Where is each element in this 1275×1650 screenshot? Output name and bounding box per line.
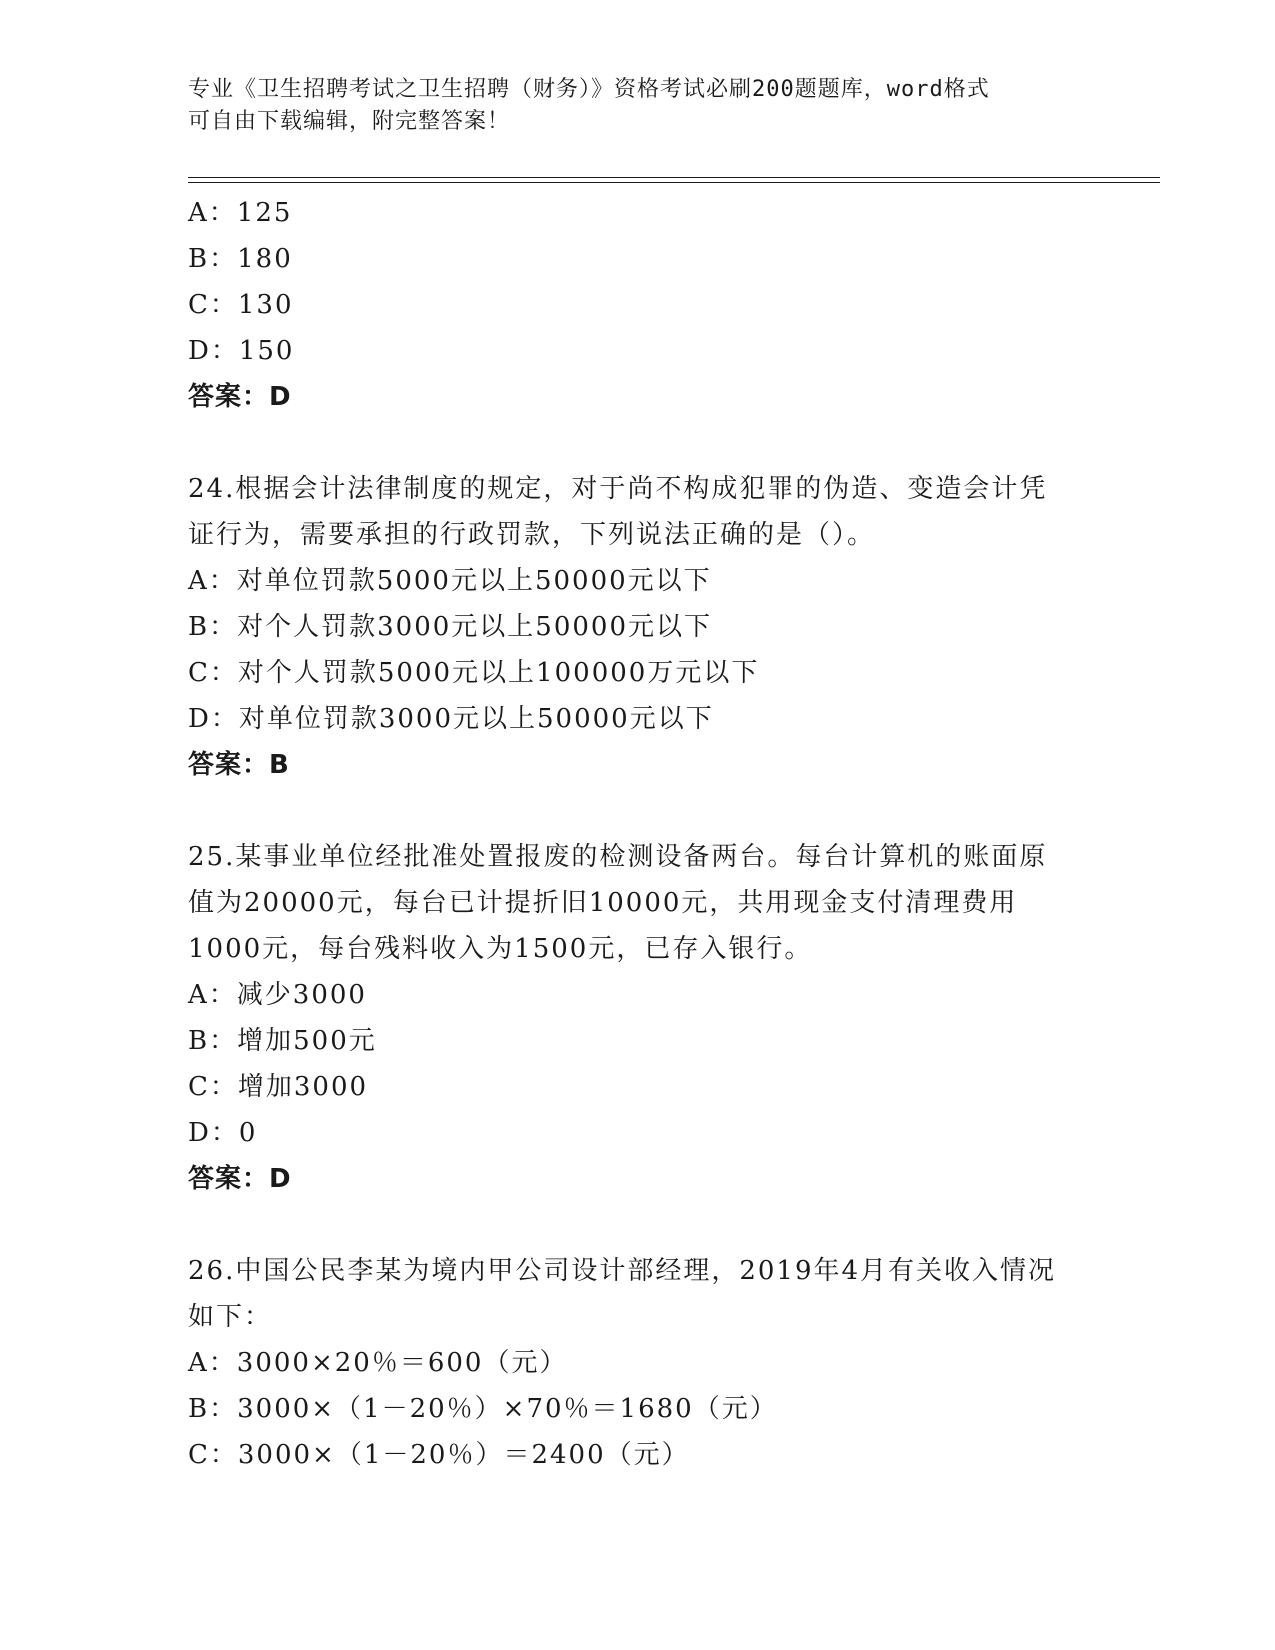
header-rule-top xyxy=(188,177,1160,178)
option-d: D：150 xyxy=(188,336,295,366)
option-b: B：3000×（1－20％）×70％＝1680（元） xyxy=(188,1394,778,1424)
option-a: A：对单位罚款5000元以上50000元以下 xyxy=(188,566,712,596)
document-header xyxy=(188,74,1068,138)
question-spacer xyxy=(188,420,1088,466)
option-c: C：对个人罚款5000元以上100000万元以下 xyxy=(188,658,760,688)
header-line-2: 可自由下载编辑，附完整答案！ xyxy=(188,109,511,134)
option-a: A：减少3000 xyxy=(188,980,367,1010)
question-stem-line: 如下： xyxy=(188,1302,273,1332)
option-a: A：125 xyxy=(188,198,293,228)
option-b: B：增加500元 xyxy=(188,1026,377,1056)
answer-line: 答案：B xyxy=(188,750,290,780)
header-line-1: 专业《卫生招聘考试之卫生招聘（财务）》资格考试必刷200题题库，word格式 xyxy=(188,77,990,102)
question-stem-line: 证行为，需要承担的行政罚款，下列说法正确的是（）。 xyxy=(188,520,876,550)
option-c: C：130 xyxy=(188,290,294,320)
question-spacer xyxy=(188,1202,1088,1248)
question-spacer xyxy=(188,788,1088,834)
option-c: C：增加3000 xyxy=(188,1072,369,1102)
question-stem-line: 26.中国公民李某为境内甲公司设计部经理，2019年4月有关收入情况 xyxy=(188,1256,1057,1286)
question-26 xyxy=(188,1248,1088,1478)
question-stem-line: 25.某事业单位经批准处置报废的检测设备两台。每台计算机的账面原 xyxy=(188,842,1048,872)
question-list xyxy=(188,190,1088,1478)
option-b: B：180 xyxy=(188,244,293,274)
option-d: D：对单位罚款3000元以上50000元以下 xyxy=(188,704,714,734)
question-stem-line: 1000元，每台残料收入为1500元，已存入银行。 xyxy=(188,934,813,964)
option-a: A：3000×20％＝600（元） xyxy=(188,1348,568,1378)
option-b: B：对个人罚款3000元以上50000元以下 xyxy=(188,612,712,642)
answer-line: 答案：D xyxy=(188,1164,292,1194)
header-rule-bottom xyxy=(188,182,1160,183)
answer-line: 答案：D xyxy=(188,382,292,412)
question-23 xyxy=(188,190,1088,420)
option-d: D：0 xyxy=(188,1118,258,1148)
question-24 xyxy=(188,466,1088,788)
question-stem-line: 值为20000元，每台已计提折旧10000元，共用现金支付清理费用 xyxy=(188,888,1018,918)
question-25 xyxy=(188,834,1088,1202)
question-stem-line: 24.根据会计法律制度的规定，对于尚不构成犯罪的伪造、变造会计凭 xyxy=(188,474,1048,504)
option-c: C：3000×（1－20％）＝2400（元） xyxy=(188,1440,690,1470)
